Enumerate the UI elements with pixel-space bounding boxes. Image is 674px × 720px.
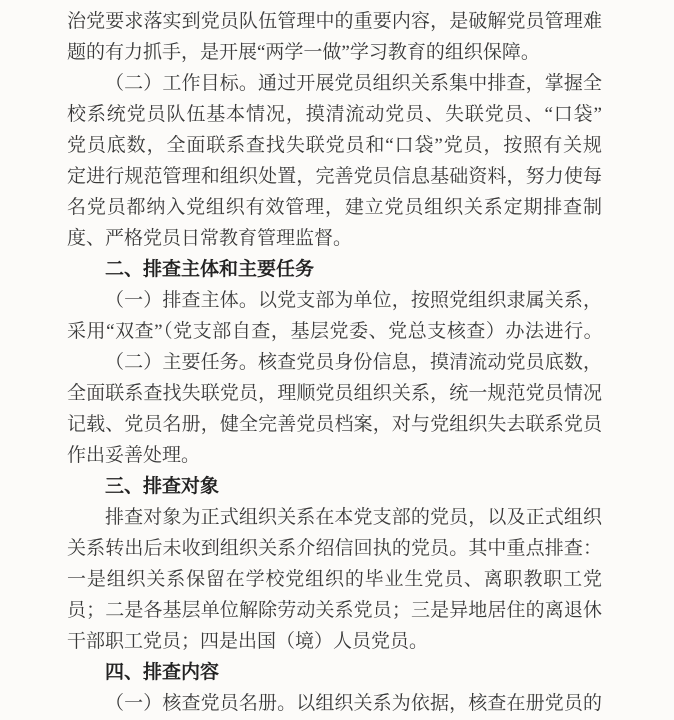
document-line: 度、严格党员日常教育管理监督。 <box>67 228 353 249</box>
section-heading: 四、排查内容 <box>105 662 220 683</box>
document-line: 排查对象为正式组织关系在本党支部的党员，以及正式组织 <box>105 507 602 528</box>
document-line: 作出妥善处理。 <box>67 445 201 466</box>
document-line: 名党员都纳入党组织有效管理，建立党员组织关系定期排查制 <box>67 197 602 218</box>
document-line: 校系统党员队伍基本情况，摸清流动党员、失联党员、“口袋” <box>67 104 602 125</box>
document-line: 关系转出后未收到组织关系介绍信回执的党员。其中重点排查： <box>67 538 602 559</box>
document-line: （一）核查党员名册。以组织关系为依据，核查在册党员的 <box>105 693 602 714</box>
document-line: 全面联系查找失联党员，理顺党员组织关系，统一规范党员情况 <box>67 383 602 404</box>
section-heading: 二、排查主体和主要任务 <box>105 259 315 280</box>
document-line: （二）工作目标。通过开展党员组织关系集中排查，掌握全 <box>105 73 602 94</box>
document-line: 记载、党员名册，健全完善党员档案，对与党组织失去联系党员 <box>67 414 602 435</box>
document-line: （一）排查主体。以党支部为单位，按照党组织隶属关系， <box>105 290 602 311</box>
document-line: 治党要求落实到党员队伍管理中的重要内容，是破解党员管理难 <box>67 11 602 32</box>
document-line: 一是组织关系保留在学校党组织的毕业生党员、离职教职工党 <box>67 569 602 590</box>
document-line: 党员底数，全面联系查找失联党员和“口袋”党员，按照有关规 <box>67 135 602 156</box>
document-line: 定进行规范管理和组织处置，完善党员信息基础资料，努力使每 <box>67 166 602 187</box>
document-line: 采用“双查”（党支部自查，基层党委、党总支核查）办法进行。 <box>67 321 602 342</box>
document-line: 员；二是各基层单位解除劳动关系党员；三是异地居住的离退休 <box>67 600 602 621</box>
document-line: 干部职工党员；四是出国（境）人员党员。 <box>67 631 429 652</box>
document-line: （二）主要任务。核查党员身份信息，摸清流动党员底数， <box>105 352 602 373</box>
document-line: 题的有力抓手，是开展“两学一做”学习教育的组织保障。 <box>67 42 540 63</box>
section-heading: 三、排查对象 <box>105 476 220 497</box>
